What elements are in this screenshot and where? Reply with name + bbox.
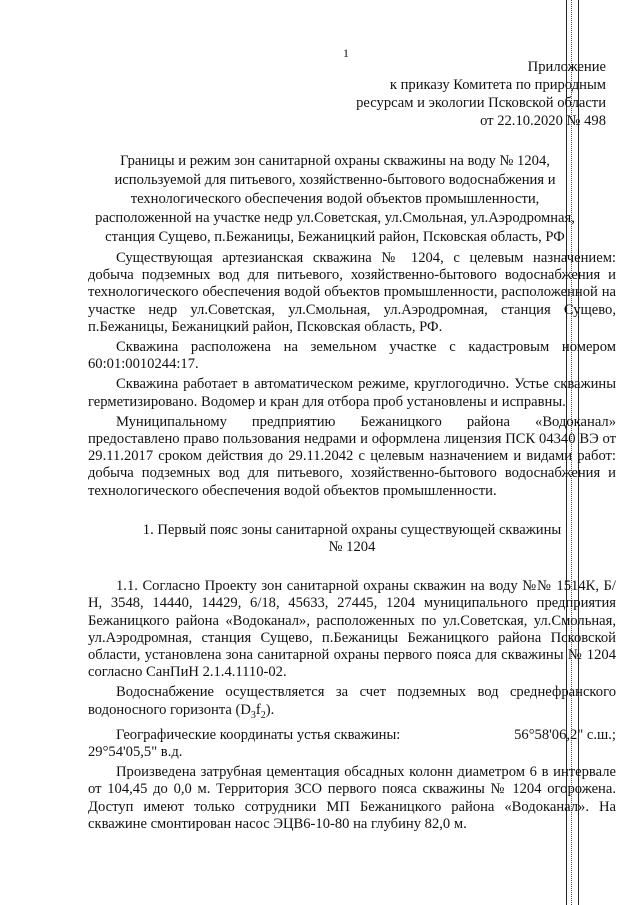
paragraph: 1.1. Согласно Проекту зон санитарной охраны скважин на воду №№ 1514К, Б/Н, 3548, 14440, 14429, 6/18, 45633, 27445, 1204 муниципального предприятия Бежаницкого района «Водоканал», расположенных по ул.Советская, ул.Смольная, ул.Аэродромная, станция Сущево, п.Бежаницы Бежаницкого района Псковской области, установлена зона санитарной охраны первого пояса для скважины № 1204 согласно СанПиН 2.1.4.1110-02.	[88, 578, 616, 681]
coordinates-latitude: 56°58'06,2" с.ш.;	[514, 726, 616, 743]
title-line: Границы и режим зон санитарной охраны скважины на воду № 1204,	[120, 153, 550, 169]
appendix-header	[286, 58, 606, 130]
title-line: станция Сущево, п.Бежаницы, Бежаницкий район, Псковская область, РФ	[105, 229, 565, 245]
section-heading-line: № 1204	[328, 539, 376, 556]
coordinates-paragraph	[88, 727, 616, 744]
subscript: 2	[260, 709, 266, 721]
paragraph: Произведена затрубная цементация обсадных колонн диаметром 6 в интервале от 104,45 до 0,0 м. Территория ЗСО первого пояса скважины № 1204 огорожена. Доступ имеют только сотрудники МП Бежаницкого района «Водоканал». На скважине смонтирован насос ЭЦВ6-10-80 на глубину 82,0 м.	[88, 764, 616, 832]
paragraph: Скважина работает в автоматическом режиме, круглогодично. Устье скважины герметизировано. Водомер и кран для отбора проб установлены и исправны.	[88, 376, 616, 410]
title-line: расположенной на участке недр ул.Советская, ул.Смольная, ул.Аэродромная,	[95, 210, 575, 226]
coordinates-label: Географические координаты устья скважины:	[116, 726, 401, 743]
title-line: технологического обеспечения водой объектов промышленности,	[130, 191, 540, 207]
paragraph: Муниципальному предприятию Бежаницкого района «Водоканал» предоставлено право пользования недрами и оформлена лицензия ПСК 04340 ВЭ от 29.11.2017 сроком действия до 29.11.2042 с целевым назначением и видами работ: добыча подземных вод для питьевого, хозяйственно-бытового водоснабжения и технологического обеспечения водой объектов промышленности.	[88, 413, 616, 499]
title-line: используемой для питьевого, хозяйственно-бытового водоснабжения и	[114, 172, 556, 188]
document-body	[88, 250, 616, 833]
appendix-date: от 22.10.2020 № 498	[480, 113, 606, 129]
section-heading-line: 1. Первый пояс зоны санитарной охраны существующей скважины	[142, 521, 562, 538]
paragraph-text: Водоснабжение осуществляется за счет подземных вод среднефранского водоносного горизонта (D	[88, 684, 616, 718]
appendix-line: к приказу Комитета по природным	[389, 77, 606, 93]
paragraph	[88, 684, 616, 723]
paragraph-text: f	[255, 701, 261, 718]
page-number: 1	[343, 46, 349, 60]
coordinates-longitude: 29°54'05,5" в.д.	[88, 743, 183, 760]
document-title	[70, 152, 600, 247]
paragraph-text: ).	[265, 701, 275, 718]
appendix-line: ресурсам и экологии Псковской области	[356, 95, 606, 111]
paragraph: Существующая артезианская скважина № 1204, с целевым назначением: добыча подземных вод для питьевого, хозяйственно-бытового водоснабжения и технологического обеспечения водой объектов промышленности, расположенной на участке недр ул.Советская, ул.Смольная, ул.Аэродромная, станция Сущево, п.Бежаницы, Бежаницкий район, Псковская область, РФ.	[88, 250, 616, 335]
appendix-line: Приложение	[527, 59, 606, 75]
subscript: 3	[250, 709, 256, 721]
paragraph: Скважина расположена на земельном участке с кадастровым номером 60:01:0010244:17.	[88, 339, 616, 373]
section-heading	[88, 522, 616, 556]
